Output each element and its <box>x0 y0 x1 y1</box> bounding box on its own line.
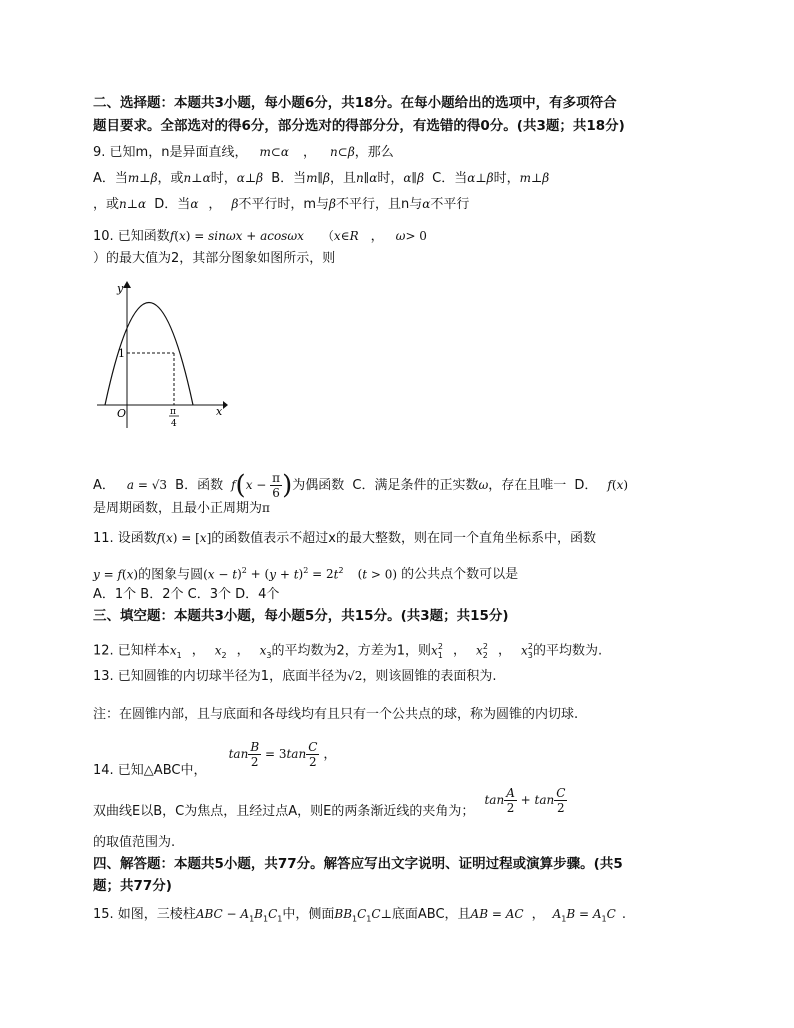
q10-stem-line2: ）的最大值为2，其部分图象如图所示，则 <box>93 251 336 266</box>
y-tick-label: 1 <box>118 347 125 360</box>
q9-options-line2: ，或n⊥α D．当α ， β不平行时，m与β不平行，且n与α不平行 <box>93 197 470 212</box>
section-4-title-line2: 题；共77分) <box>93 878 172 894</box>
section-4-title-line1: 四、解答题：本题共5小题，共77分。解答应写出文字说明、证明过程或演算步骤。(共5 <box>93 856 623 872</box>
inscribed-sphere-note: 注：在圆锥内部，且与底面和各母线均有且只有一个公共点的球，称为圆锥的内切球. <box>93 707 579 722</box>
q14-stem-line3: 的取值范围为. <box>93 835 176 850</box>
q14-stem-line2: 双曲线E以B，C为焦点，且经过点A，则E的两条渐近线的夹角为； tan $\frac{A}{2}$ + tan $\frac{C}{2}$ <box>93 786 566 819</box>
y-axis-label: y <box>117 282 124 295</box>
q10-option-d-line2: 是周期函数，且最小正周期为π <box>93 501 270 516</box>
q11-stem: 11. 设函数f(x) = [x]的函数值表示不超过x的最大整数，则在同一个直角坐标系中，函数 <box>93 531 596 546</box>
section-2-title-line2: 题目要求。全部选对的得6分，部分选对的得部分分，有选错的得0分。(共3题；共18分) <box>93 118 625 134</box>
q13-stem: 13. 已知圆锥的内切球半径为1，底面半径为√2，则该圆锥的表面积为. <box>93 669 497 684</box>
q10-stem: 10. 已知函数f(x) = sinωx + acosωx （x∈R ， ω> 0 <box>93 229 427 244</box>
y-axis-arrow <box>123 281 131 288</box>
q15-stem: 15. 如图，三棱柱ABC − $A_1B_1C_1$中，侧面$BB_1C_1C\perp$底面ABC，且AB = AC ， $A_1B = A_1C$ . <box>93 907 626 924</box>
x-tick-numerator: π <box>170 407 176 417</box>
section-2-title-line1: 二、选择题：本题共3小题，每小题6分，共18分。在每小题给出的选项中，有多项符合 <box>93 95 617 111</box>
q11-stem-line2: y = f(x)的图象与圆$(x - t)^2 + (y + t)^2 = 2t^2$ (t > 0) 的公共点个数可以是 <box>93 566 519 583</box>
q9-options-line1: A．当m⊥β，或n⊥α时，α⊥β B．当m∥β，且n∥α时，α∥β C．当α⊥β时，m⊥β <box>93 171 550 186</box>
section-3-title: 三、填空题：本题共3小题，每小题5分，共15分。(共3题；共15分) <box>93 608 509 624</box>
x-tick-denominator: 4 <box>171 419 177 429</box>
q11-options: A．1个 B．2个 C．3个 D．4个 <box>93 587 280 602</box>
x-axis-arrow <box>223 401 228 409</box>
x-axis-label: x <box>216 405 223 418</box>
q14-stem: 14. 已知△ABC中， tan $\frac{B}{2}$ = 3tan $\frac{C}{2}$ ， <box>93 740 337 778</box>
q12-stem: 12. 已知样本$x_1$ ， $x_2$ ， $x_3$的平均数为2，方差为1，则$x_1^2$ ， $x_2^2$ ， $x_3^2$的平均数为. <box>93 642 603 660</box>
q9-stem: 9. 已知m，n是异面直线， m⊂α ， n⊂β，那么 <box>93 145 394 160</box>
q10-options: A． a = √3 B．函数 f(x − $\frac{\pi}{6}$ )为偶函数 C．满足条件的正实数ω，存在且唯一 D． f(x) <box>93 470 629 501</box>
origin-label: O <box>117 407 127 420</box>
q10-function-graph <box>95 280 230 430</box>
